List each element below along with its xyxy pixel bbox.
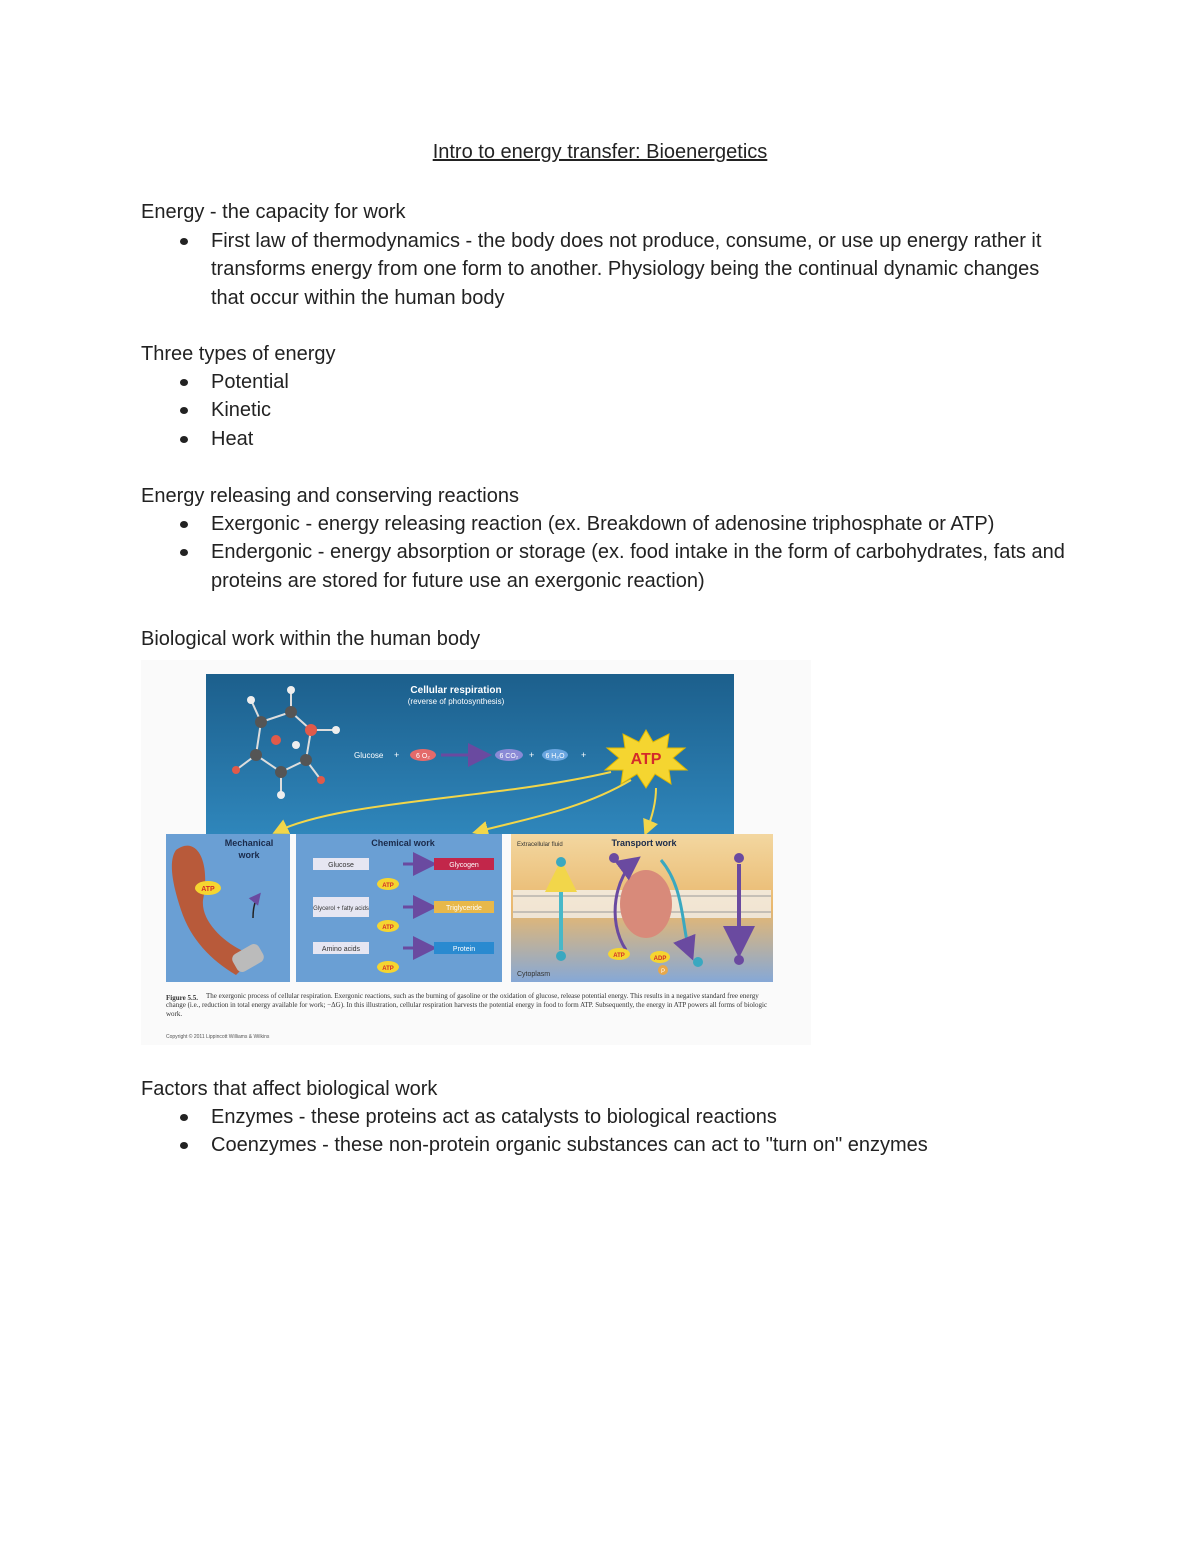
- mechanical-title-2: work: [238, 850, 260, 860]
- heading-types: Three types of energy: [141, 343, 336, 365]
- chem-atp-2: ATP: [382, 925, 394, 931]
- heading-biological-work: Biological work within the human body: [141, 628, 481, 650]
- chem-to-2-label: Triglyceride: [446, 905, 482, 912]
- transport-pi: P: [660, 969, 666, 975]
- ion-icon: [693, 957, 703, 967]
- chem-from-3-label: Amino acids: [321, 946, 361, 953]
- transport-atp: ATP: [613, 953, 625, 959]
- equation-plus-2: +: [529, 750, 535, 760]
- chem-atp-1: ATP: [382, 883, 394, 889]
- figure-caption: The exergonic process of cellular respiration. Exergonic reactions, such as the burning of gasoline or the oxidation of glucose, release potential energy. This results in a negative standard free energy change (i.e., reduction in total energy available for work; −ΔG). In this illustration, cellular respiration harvests the potential energy in food to form ATP. Subsequently, the energy in ATP powers all forms of biologic work.: [166, 992, 768, 1018]
- transport-extracellular: Extracellular fluid: [517, 842, 563, 848]
- equation-co2: 6 CO₂: [499, 753, 519, 760]
- transport-title: Transport work: [611, 838, 677, 848]
- ion-icon: [556, 857, 566, 867]
- figure-top-subtitle: (reverse of photosynthesis): [407, 697, 505, 706]
- pump-protein-icon: [620, 870, 672, 938]
- list-item: Kinetic: [141, 396, 1071, 424]
- list-item: Coenzymes - these non-protein organic substances can act to "turn on" enzymes: [141, 1131, 1071, 1159]
- heading-energy: Energy - the capacity for work: [141, 201, 406, 223]
- list-item: Heat: [141, 425, 1071, 453]
- mechanical-title-1: Mechanical: [224, 838, 274, 848]
- list-item: First law of thermodynamics - the body does not produce, consume, or use up energy rather it transforms energy from one form to another. Physiology being the continual dynamic changes that occur within the human body: [141, 227, 1071, 312]
- factors-list: [141, 1103, 1071, 1160]
- chem-atp-3: ATP: [382, 966, 394, 972]
- heading-reactions: Energy releasing and conserving reactions: [141, 485, 519, 507]
- mechanical-atp: ATP: [201, 886, 215, 893]
- heading-factors: Factors that affect biological work: [141, 1078, 438, 1100]
- caption-wrapper: [166, 992, 776, 1032]
- figure-copyright: Copyright © 2011 Lippincott Williams & Wilkins: [166, 1034, 270, 1040]
- chem-from-1-label: Glucose: [328, 862, 354, 869]
- list-item: Potential: [141, 368, 1071, 396]
- ion-icon: [734, 853, 744, 863]
- equation-plus-3: +: [581, 750, 587, 760]
- equation-plus: +: [394, 750, 400, 760]
- list-item: Exergonic - energy releasing reaction (ex. Breakdown of adenosine triphosphate or ATP): [141, 510, 1071, 538]
- list-item: Endergonic - energy absorption or storage (ex. food intake in the form of carbohydrates, fats and proteins are stored for future use an exergonic reaction): [141, 538, 1071, 595]
- equation-atp: ATP: [630, 751, 662, 768]
- document-title: Intro to energy transfer: Bioenergetics: [432, 141, 768, 163]
- ion-icon: [609, 853, 619, 863]
- transport-cytoplasm: Cytoplasm: [517, 971, 551, 978]
- list-item: Enzymes - these proteins act as catalysts to biological reactions: [141, 1103, 1071, 1131]
- chemical-title: Chemical work: [371, 838, 435, 848]
- equation-h2o: 6 H₂O: [545, 753, 565, 760]
- energy-list: [141, 227, 1071, 312]
- equation-o2: 6 O₂: [416, 753, 430, 760]
- types-list: [141, 368, 1071, 453]
- cellular-respiration-figure: [141, 660, 811, 1045]
- figure-caption-label: Figure 5.5.: [166, 994, 198, 1002]
- equation-glucose: Glucose: [354, 751, 384, 760]
- transport-adp: ADP: [653, 956, 667, 962]
- chem-to-1-label: Glycogen: [449, 862, 479, 869]
- reactions-list: [141, 510, 1071, 595]
- ion-icon: [734, 955, 744, 965]
- ion-icon: [556, 951, 566, 961]
- chem-from-2-label: Glycerol + fatty acids: [313, 906, 369, 912]
- figure-top-title: Cellular respiration: [410, 685, 502, 696]
- chem-to-3-label: Protein: [452, 946, 476, 953]
